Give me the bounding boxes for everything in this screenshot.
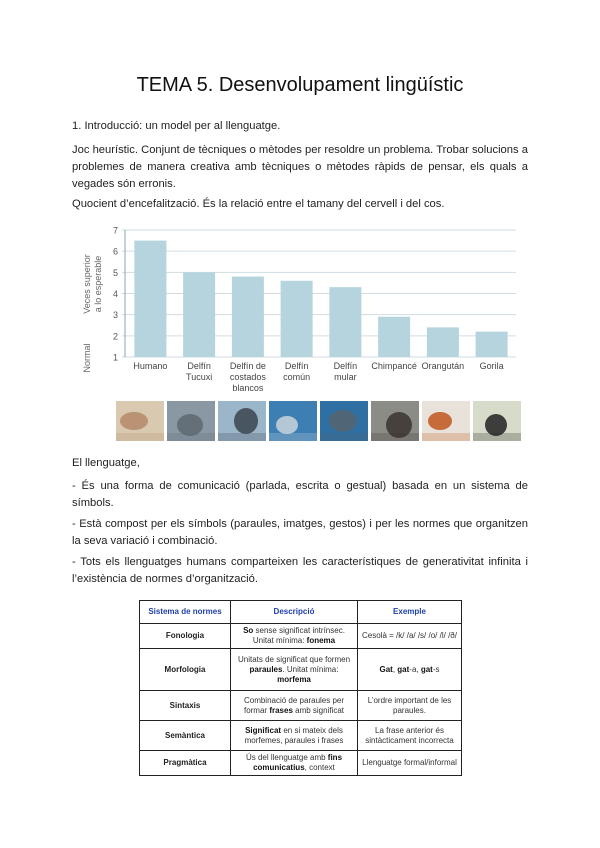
animal-photo-strip: [116, 401, 524, 441]
table-row-pragmatica: [140, 751, 462, 776]
y-tick-label-5: 5: [112, 267, 118, 278]
x-category-label-6: Orangután: [421, 361, 465, 371]
cell-description: So sense significat intrínsec. Unitat mínima: fonema: [231, 624, 358, 649]
bar-2: [232, 277, 264, 357]
cell-description: Unitats de significat que formen paraules. Unitat mínima: morfema: [231, 649, 358, 691]
cell-description: Significat en si mateix dels morfemes, paraules i frases: [231, 721, 358, 751]
cell-description: Ús del llenguatge amb fins comunicatius, context: [231, 751, 358, 776]
language-heading: El llenguatge,: [72, 457, 140, 469]
y-axis-label-top: Veces superiora lo esperable: [82, 254, 103, 314]
cell-example: Gat, gat-a, gat-s: [358, 649, 462, 691]
bar-7: [476, 332, 508, 357]
bar-3: [281, 281, 313, 357]
bar-0: [134, 241, 166, 357]
norms-table: [139, 600, 462, 776]
common-dolphin-photo: [269, 401, 317, 441]
table-header-row: [140, 601, 462, 624]
x-category-label-0: Humano: [133, 361, 168, 371]
cell-example: La frase anterior és sintàcticament incorrecta: [358, 721, 462, 751]
cell-description: Combinació de paraules per formar frases amb significat: [231, 691, 358, 721]
encephalization-chart: [74, 222, 526, 402]
bar-6: [427, 327, 459, 357]
bar-4: [329, 287, 361, 357]
header-system: Sistema de normes: [140, 601, 231, 624]
y-tick-label-1: 1: [112, 352, 118, 363]
y-tick-label-7: 7: [112, 225, 118, 236]
language-point-3: - Tots els llenguatges humans comparteixen les característiques de generativitat infinita i l’existència de normes d’organització.: [72, 556, 528, 585]
intro-heading: 1. Introducció: un model per al llenguatge.: [72, 120, 281, 132]
table-row-sintaxis: [140, 691, 462, 721]
gorilla-photo: [473, 401, 521, 441]
bar-1: [183, 272, 215, 357]
white-sided-dolphin-photo: [218, 401, 266, 441]
cell-example: Cesolà = /k/ /a/ /s/ /o/ /l/ /ð/: [358, 624, 462, 649]
language-point-2: - Està compost per els símbols (paraules, imatges, gestos) i per les normes que organitzen la seva variació i combinació.: [72, 518, 528, 547]
table-row-fonologia: [140, 624, 462, 649]
page-title: TEMA 5. Desenvolupament lingüístic: [136, 74, 464, 96]
chimpanzee-photo: [371, 401, 419, 441]
bottlenose-dolphin-photo: [320, 401, 368, 441]
quotient-paragraph: Quocient d’encefalització. És la relació entre el tamany del cervell i del cos.: [72, 198, 445, 210]
bar-5: [378, 317, 410, 357]
cell-system: Morfologia: [140, 649, 231, 691]
y-tick-label-3: 3: [112, 310, 118, 321]
heuristic-paragraph: Joc heurístic. Conjunt de tècniques o mètodes per resoldre un problema. Trobar solucions a problemes de manera creativa amb tècniques o mètodes ràpids de pensar, els quals a vegades són erronis.: [72, 144, 528, 190]
x-category-label-7: Gorila: [479, 361, 504, 371]
y-tick-label-2: 2: [112, 331, 118, 342]
language-point-1: - És una forma de comunicació (parlada, escrita o gestual) basada en un sistema de símbols.: [72, 480, 528, 509]
cell-system: Semàntica: [140, 721, 231, 751]
y-tick-label-6: 6: [112, 246, 118, 257]
orangutan-photo: [422, 401, 470, 441]
cell-system: Fonologia: [140, 624, 231, 649]
bar-chart-svg: [74, 222, 526, 402]
header-example: Exemple: [358, 601, 462, 624]
y-axis-label-bottom: Normal: [82, 343, 92, 373]
table-row-semantica: [140, 721, 462, 751]
cell-system: Sintaxis: [140, 691, 231, 721]
cell-example: L’ordre important de les paraules.: [358, 691, 462, 721]
cell-system: Pragmàtica: [140, 751, 231, 776]
cell-example: Llenguatge formal/informal: [358, 751, 462, 776]
x-category-label-2: Delfín de costados blancos: [229, 361, 266, 393]
tucuxi-photo: [167, 401, 215, 441]
x-category-label-3: Delfín común: [283, 361, 311, 382]
y-tick-label-4: 4: [112, 289, 118, 299]
x-category-label-1: Delfín Tucuxi: [186, 361, 213, 382]
x-category-label-4: Delfín mular: [333, 361, 358, 382]
human-photo: [116, 401, 164, 441]
x-category-label-5: Chimpancé: [371, 361, 417, 371]
table-row-morfologia: [140, 649, 462, 691]
header-description: Descripció: [231, 601, 358, 624]
